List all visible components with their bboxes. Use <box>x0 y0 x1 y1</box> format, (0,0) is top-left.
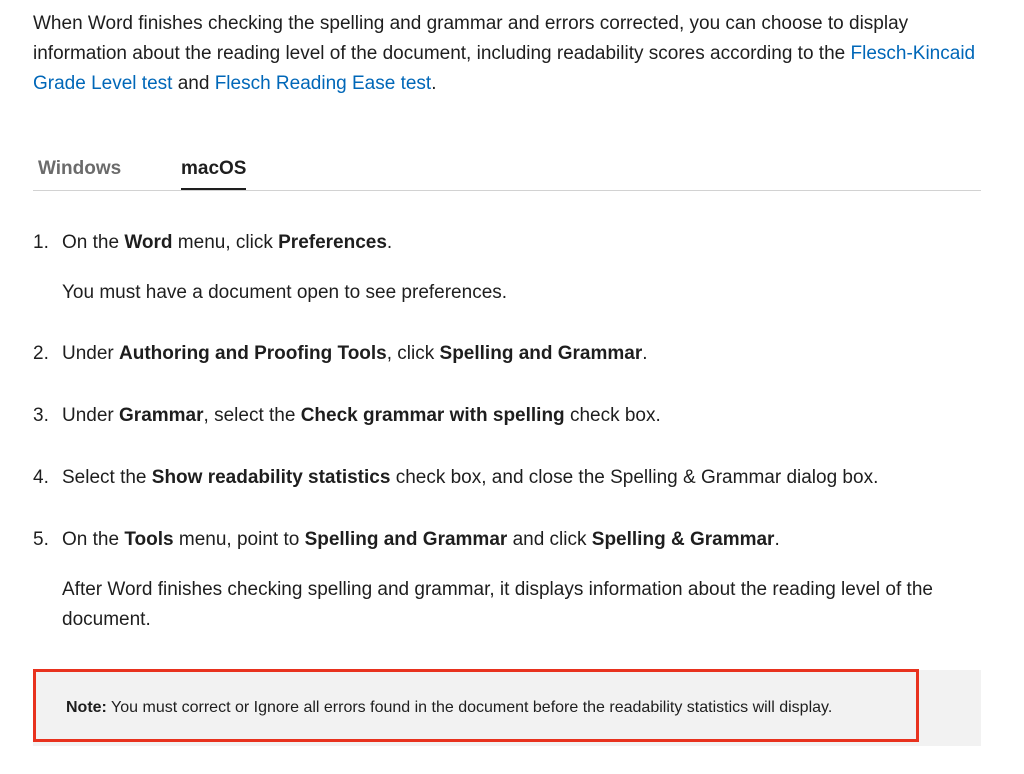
step-note: After Word finishes checking spelling and grammar, it displays information about the reading level of the document. <box>62 579 933 630</box>
step-text-part: and click <box>507 529 592 550</box>
step-text <box>62 401 980 431</box>
step-number: 1. <box>33 232 49 253</box>
step-body <box>62 228 980 308</box>
step-text-part: , select the <box>203 405 301 426</box>
step-text-part: check box. <box>564 405 661 426</box>
step-text-part: Under <box>62 343 120 364</box>
step-text-part: check box, and close the Spelling & Grammar dialog box. <box>390 467 879 488</box>
step-text <box>62 525 980 555</box>
note-body: You must correct or Ignore all errors found in the document before the readability statistics will display. <box>106 699 833 716</box>
step-body <box>62 525 980 635</box>
step-ui-term: Spelling and Grammar <box>304 529 508 550</box>
step-body <box>62 463 980 493</box>
step-ui-term: Tools <box>124 529 174 550</box>
step-text-part: menu, click <box>172 232 279 253</box>
flesch-kincaid-link[interactable]: Flesch-Kincaid Grade Level test <box>33 43 976 94</box>
step-text-part: , click <box>386 343 440 364</box>
step-ui-term: Authoring and Proofing Tools <box>119 343 387 364</box>
tab-macos[interactable]: macOS <box>181 158 246 190</box>
step-ui-term: Preferences <box>278 232 387 253</box>
step-ui-term: Spelling and Grammar <box>439 343 643 364</box>
step-ui-term: Spelling & Grammar <box>591 529 775 550</box>
step-text-part: . <box>642 343 648 364</box>
step-number: 5. <box>33 529 49 550</box>
tab-windows[interactable]: Windows <box>38 158 122 179</box>
step-ui-term: Grammar <box>119 405 204 426</box>
step-text-part: . <box>774 529 780 550</box>
step-text-part: On the <box>62 529 125 550</box>
step-text <box>62 463 980 493</box>
step-number: 3. <box>33 405 49 426</box>
highlight-outline <box>33 669 919 742</box>
step-body <box>62 401 980 431</box>
intro-paragraph <box>33 9 983 99</box>
intro-text-before: When Word finishes checking the spelling and grammar and errors corrected, you can choose to display information about the reading level of the document, including readability scores according to the <box>33 13 909 64</box>
step-text <box>62 228 980 258</box>
step-text-part: Select the <box>62 467 152 488</box>
step-number: 4. <box>33 467 49 488</box>
intro-text-after: . <box>431 73 437 94</box>
intro-text-between: and <box>172 73 215 94</box>
step-ui-term: Word <box>124 232 173 253</box>
step-text-part: On the <box>62 232 125 253</box>
step-ui-term: Show readability statistics <box>151 467 391 488</box>
os-tab-bar <box>33 150 981 191</box>
step-body <box>62 339 980 369</box>
step-text-part: . <box>386 232 393 253</box>
note-label: Note: <box>66 699 107 716</box>
step-text <box>62 339 980 369</box>
step-text-part: menu, point to <box>173 529 305 550</box>
step-ui-term: Check grammar with spelling <box>300 405 565 426</box>
flesch-reading-ease-link[interactable]: Flesch Reading Ease test <box>214 73 432 94</box>
step-note: You must have a document open to see preferences. <box>62 282 508 303</box>
step-number: 2. <box>33 343 49 364</box>
step-text-part: Under <box>62 405 120 426</box>
